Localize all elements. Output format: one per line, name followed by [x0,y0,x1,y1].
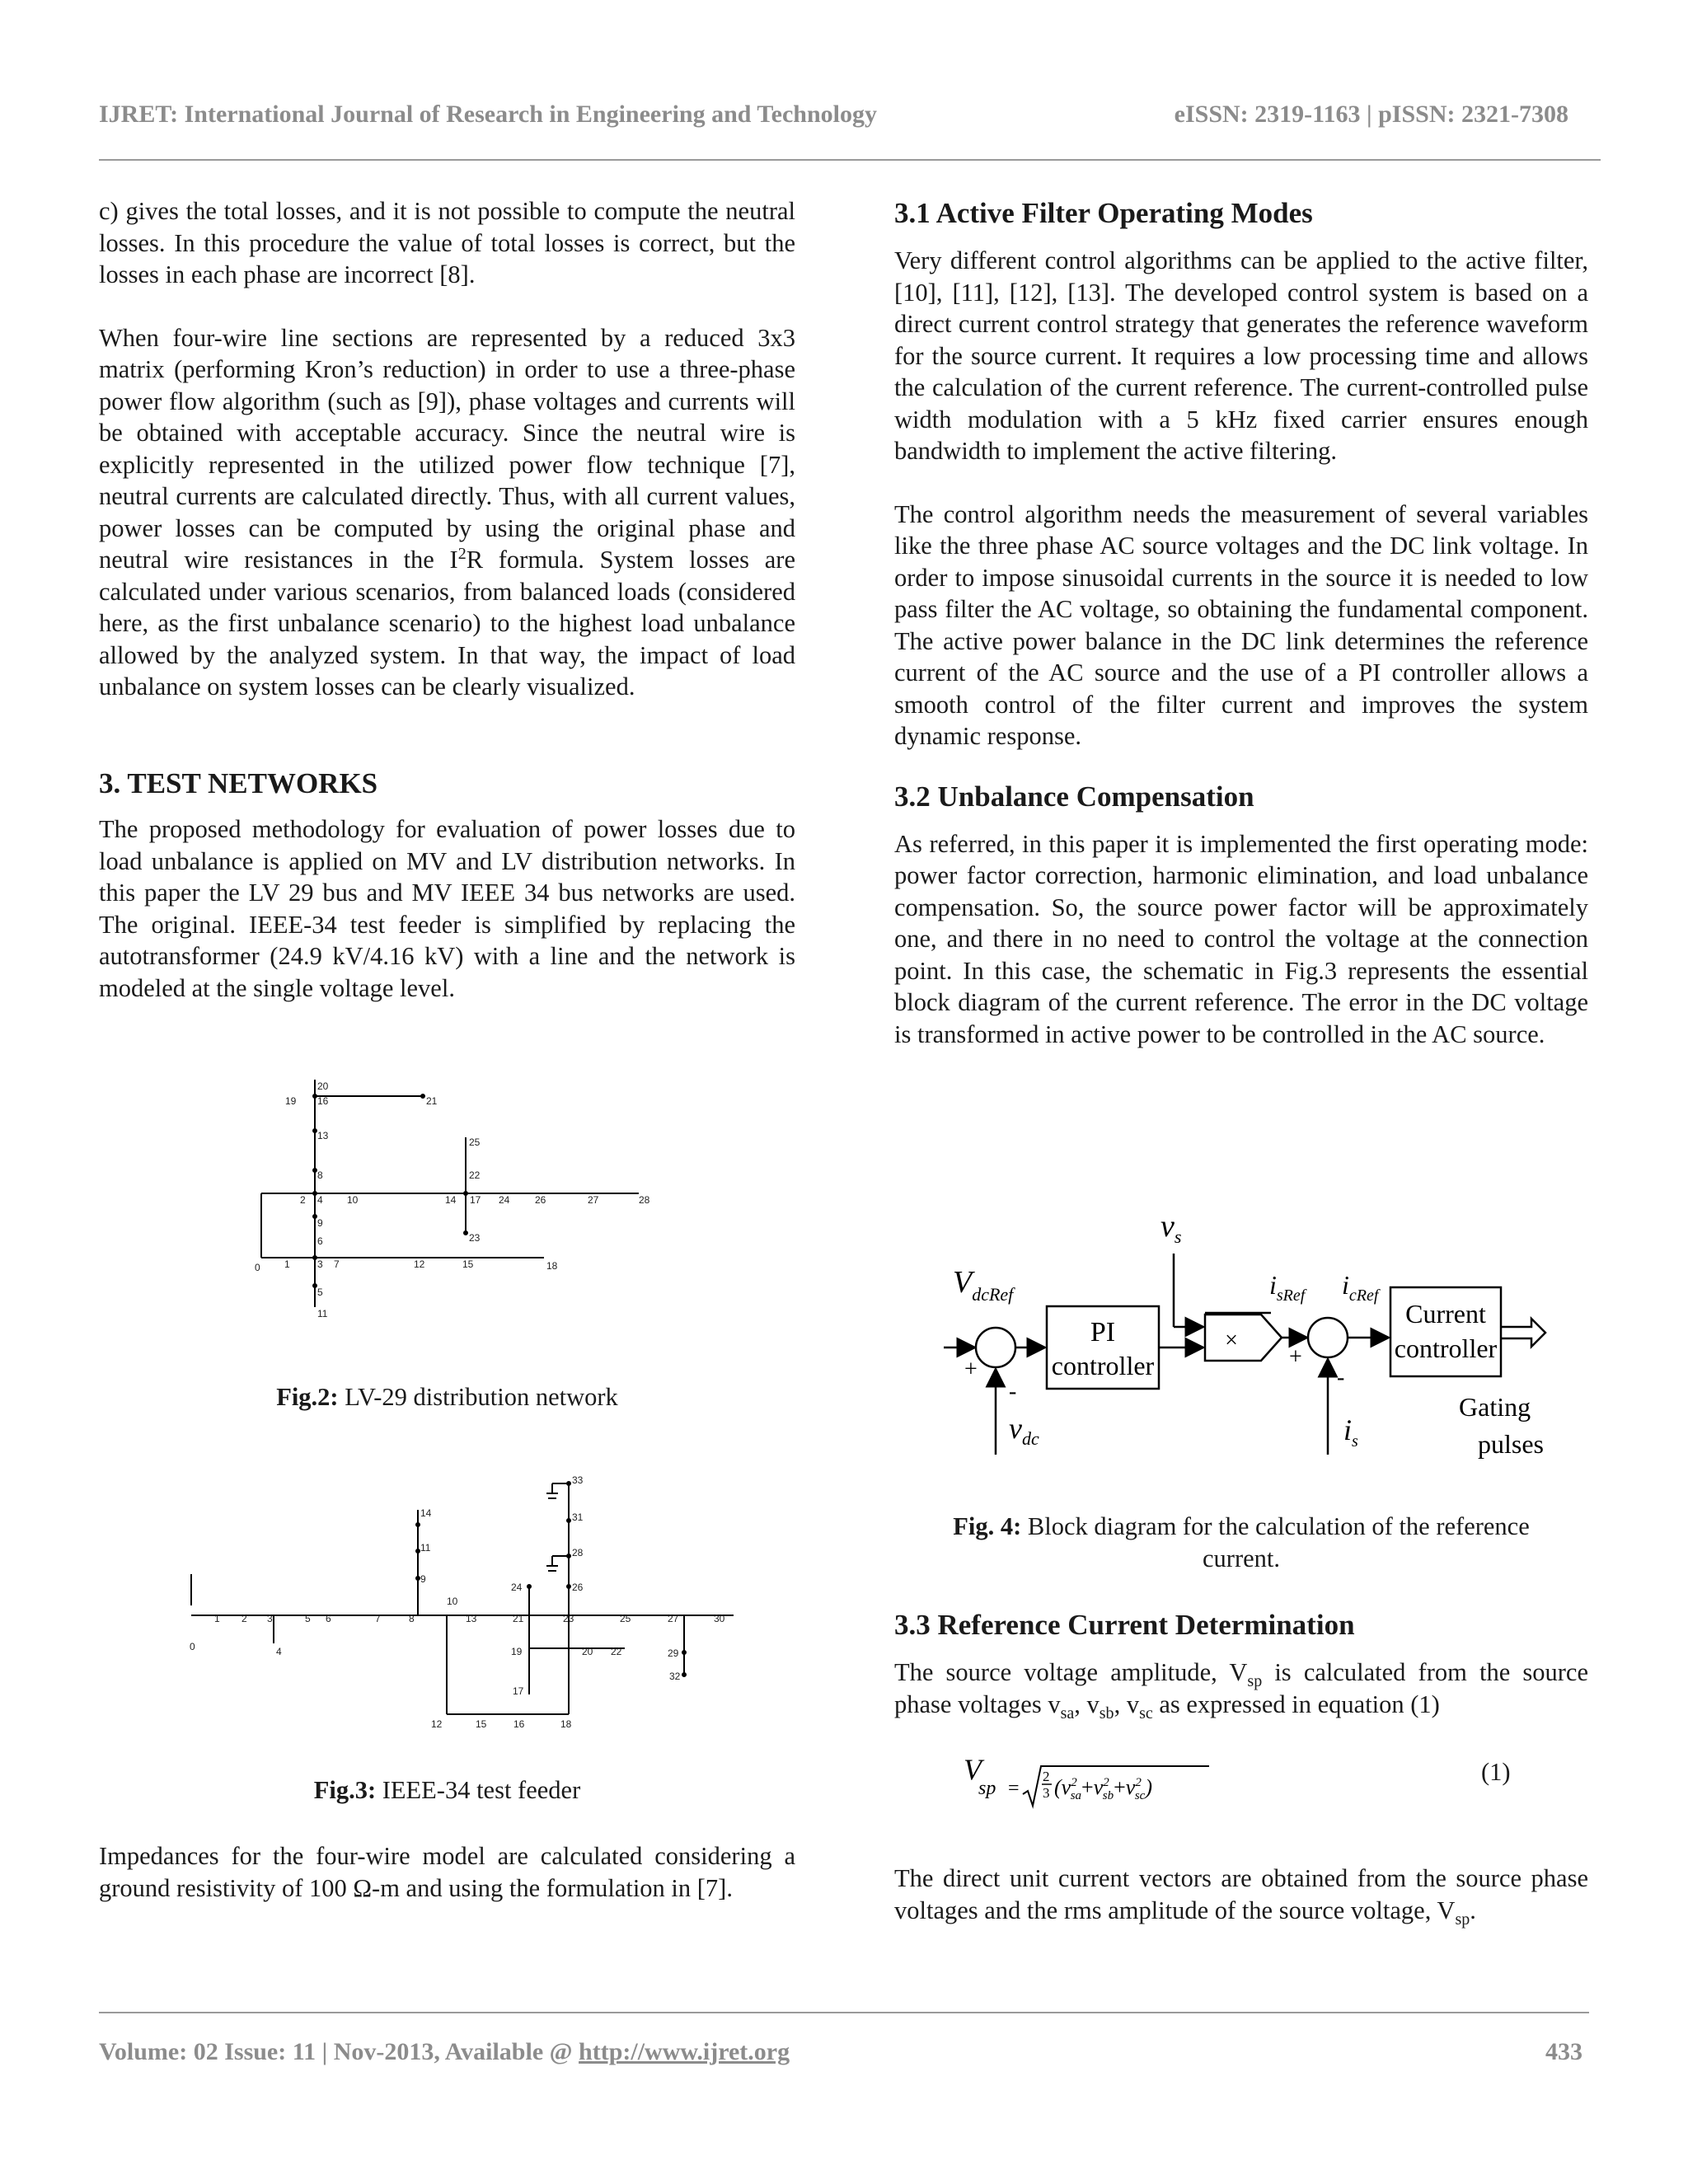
svg-text:22: 22 [611,1646,622,1657]
svg-text:28: 28 [572,1547,584,1558]
right-column-bottom [894,1863,1588,1929]
svg-text:31: 31 [572,1511,584,1523]
footer-volume: Volume: 02 Issue: 11 | Nov-2013, Available @ http://www.ijret.org [99,2038,790,2065]
svg-text:14: 14 [445,1194,457,1206]
page-number: 433 [1545,2038,1582,2065]
header-rule [99,159,1601,161]
svg-text:1: 1 [284,1258,290,1270]
svg-text:26: 26 [572,1582,584,1593]
svg-text:27: 27 [668,1613,679,1624]
svg-text:sp: sp [978,1778,996,1799]
svg-text:5: 5 [317,1286,323,1298]
svg-text:26: 26 [535,1194,546,1206]
svg-text:19: 19 [285,1095,297,1107]
svg-text:4: 4 [276,1646,282,1657]
svg-text:21: 21 [426,1095,438,1107]
svg-text:8: 8 [409,1613,415,1624]
svg-text:27: 27 [588,1194,599,1206]
svg-text:33: 33 [572,1474,584,1486]
paragraph: The direct unit current vectors are obtained from the source phase voltages and the rms amplitude of the source voltage, $V_{sp}$. [894,1864,1588,1929]
journal-title: IJRET: International Journal of Research in Engineering and Technology [99,101,878,128]
svg-text:3: 3 [317,1258,323,1270]
journal-link[interactable]: http://www.ijret.org [579,2038,790,2065]
svg-text:2: 2 [300,1194,306,1206]
plus-sign: + [1289,1344,1302,1370]
svg-text:3: 3 [267,1613,273,1624]
svg-text:16: 16 [317,1095,329,1107]
paragraph: Very different control algorithms can be applied to the active filter, [10], [11], [12], [13]. The developed control system is based on a direct current control strategy that generates the reference waveform for the source current. It requires a low processing time and allows the calculation of the current reference. The current-controlled pulse width modulation with a 5 kHz fixed carrier ensures enough bandwidth to implement the active filtering. [894,246,1588,465]
section-heading: 3.2 Unbalance Compensation [894,780,1254,813]
paragraph: c) gives the total losses, and it is not possible to compute the neutral losses. In this procedure the value of total losses is correct, but the losses in each phase are incorrect [8]. [99,197,795,288]
lv29-network-diagram [251,1071,663,1352]
equation-number: (1) [1481,1758,1511,1786]
svg-text:16: 16 [513,1718,525,1730]
multiply-symbol: × [1225,1328,1238,1353]
svg-text:25: 25 [469,1137,481,1148]
paragraph: As referred, in this paper it is implemented the first operating mode: power factor correction, harmonic elimination, and load unbalance compensation. So, the source power factor will be approximately one, and there in no need to control the voltage at the connection point. In this case, the schematic in Fig.3 represents the essential block diagram of the current reference. The error in the DC voltage is transformed in active power to be controlled in the AC source. [894,829,1588,1048]
svg-text:19: 19 [511,1646,523,1657]
svg-text:20: 20 [317,1080,329,1092]
left-column [99,195,795,703]
svg-text:V: V [964,1753,982,1786]
svg-text:18: 18 [560,1718,572,1730]
svg-text:0: 0 [255,1262,260,1273]
svg-text:12: 12 [431,1718,443,1730]
svg-text:29: 29 [668,1647,679,1659]
section-3-3 [894,1607,1588,1720]
svg-text:24: 24 [499,1194,510,1206]
plus-sign: + [964,1357,978,1382]
svg-text:7: 7 [334,1258,340,1270]
svg-text:6: 6 [317,1235,323,1247]
section-heading: 3.3 Reference Current Determination [894,1609,1355,1641]
svg-text:23: 23 [469,1232,481,1244]
fig2-caption: Fig.2: LV-29 distribution network [276,1383,618,1411]
svg-text:15: 15 [462,1258,474,1270]
icref-label: $i_{cRef}$ [1342,1270,1379,1305]
svg-text:2: 2 [1043,1769,1050,1784]
minus-sign: - [1337,1365,1345,1390]
svg-text:24: 24 [511,1582,523,1593]
svg-text:0: 0 [190,1641,195,1652]
svg-text:22: 22 [469,1169,481,1181]
section-heading: 3.1 Active Filter Operating Modes [894,197,1313,229]
current-label: Current [1405,1299,1486,1329]
svg-text:8: 8 [317,1169,323,1181]
left-column-bottom [99,1840,795,1904]
svg-text:20: 20 [582,1646,593,1657]
svg-text:10: 10 [347,1194,359,1206]
fig4-caption: Fig. 4: Block diagram for the calculation of the reference current. [953,1512,1530,1572]
section-3 [99,766,795,1004]
svg-text:18: 18 [546,1260,558,1272]
paragraph: The control algorithm needs the measurement of several variables like the three phase AC source voltages and the DC link voltage. In order to impose sinusoidal currents in the source it is needed to low pass filter the AC voltage, so obtaining the fundamental component. The active power balance in the DC link determines the reference current of the AC source and the use of a PI controller allows a smooth control of the filter current and improves the system dynamic response. [894,499,1588,750]
vdcref-label: $V_{dcRef}$ [953,1265,1014,1305]
footer-rule [99,2012,1589,2013]
paragraph: The source voltage amplitude, $V_{sp}$ is calculated from the source phase voltages $v_{sa}$, $v_{sb}$, $v_{sc}$ as expressed in equation (1) [894,1658,1588,1722]
svg-text:5: 5 [305,1613,311,1624]
svg-text:15: 15 [476,1718,487,1730]
equation-1 [960,1751,1232,1817]
is-label: $i_s$ [1343,1413,1358,1451]
minus-sign: - [1009,1379,1017,1404]
right-column [894,195,1588,1050]
paragraph: When four-wire line sections are represented by a reduced 3x3 matrix (performing Kron’s reduction) in order to use a three-phase power flow algorithm (such as [9]), phase voltages and currents will be obtained with acceptable accuracy. Since the neutral wire is explicitly represented in the utilized power flow technique [7], neutral currents are calculated directly. Thus, with all current values, power losses can be computed by using the original phase and neutral wire resistances in the $I^2R$ formula. System losses are calculated under various scenarios, from balanced loads (considered here, as the first unbalance scenario) to the highest load unbalance allowed by the analyzed system. In that way, the impact of load unbalance on system losses can be clearly visualized. [99,323,795,701]
svg-text:=: = [1008,1778,1020,1799]
section-heading: 3. TEST NETWORKS [99,767,378,799]
controller-label: controller [1394,1333,1498,1363]
svg-text:12: 12 [414,1258,425,1270]
svg-text:3: 3 [1043,1785,1050,1801]
svg-text:23: 23 [563,1613,574,1624]
isref-label: $i_{sRef}$ [1269,1270,1306,1305]
svg-text:9: 9 [420,1573,426,1585]
svg-text:10: 10 [447,1596,458,1607]
svg-text:1: 1 [214,1613,220,1624]
svg-text:9: 9 [317,1217,323,1229]
svg-text:11: 11 [420,1542,431,1554]
fig3-caption: Fig.3: IEEE-34 test feeder [313,1776,581,1804]
svg-text:4: 4 [317,1194,323,1206]
svg-text:30: 30 [714,1613,725,1624]
gating-label: Gating [1459,1392,1531,1422]
vdc-label: $v_{dc}$ [1009,1412,1039,1449]
svg-text:11: 11 [317,1308,328,1319]
vs-label: $v_s$ [1160,1209,1182,1247]
pulses-label: pulses [1478,1429,1544,1459]
svg-text:6: 6 [326,1613,331,1624]
paragraph: Impedances for the four-wire model are calculated considering a ground resistivity of 100 Ω-m and using the formulation in [7]. [99,1842,795,1902]
svg-text:21: 21 [513,1613,524,1624]
svg-text:28: 28 [639,1194,650,1206]
svg-text:14: 14 [420,1507,432,1519]
ieee34-feeder-diagram [181,1459,742,1739]
issn-text: eISSN: 2319-1163 | pISSN: 2321-7308 [1174,101,1568,128]
block-diagram [940,1207,1566,1479]
svg-text:32: 32 [669,1671,681,1682]
svg-text:13: 13 [466,1613,477,1624]
svg-text:17: 17 [513,1685,524,1697]
svg-text:13: 13 [317,1130,329,1141]
svg-text:25: 25 [620,1613,631,1624]
controller-label: controller [1051,1351,1155,1380]
paragraph: The proposed methodology for evaluation of power losses due to load unbalance is applied on MV and LV distribution networks. In this paper the LV 29 bus and MV IEEE 34 bus networks are used. The original. IEEE-34 test feeder is simplified by replacing the autotransformer (24.9 kV/4.16 kV) with a line and the network is modeled at the single voltage level. [99,815,795,1002]
svg-text:7: 7 [375,1613,381,1624]
svg-text:2: 2 [241,1613,247,1624]
svg-text:(v2sa+v2sb+v2sc): ($v^2$ $sa+v^2$ $sb+v^2$ sc) [1054,1775,1152,1802]
svg-text:17: 17 [470,1194,481,1206]
pi-label: PI [1090,1317,1116,1347]
